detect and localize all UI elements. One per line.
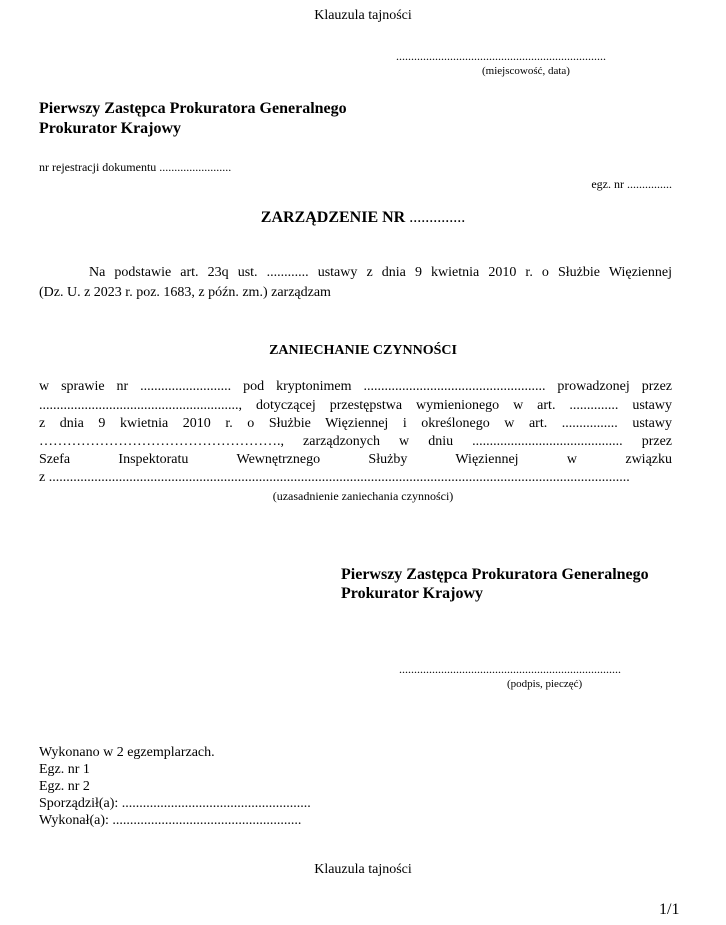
registration-number: nr rejestracji dokumentu ........................	[39, 160, 232, 174]
body-line2: ........................................................., dotyczącej przestępstwa wymienionego w art. .............. ustawy	[39, 398, 672, 413]
classification-footer: Klauzula tajności	[314, 862, 412, 877]
body-caption: (uzasadnienie zaniechania czynności)	[272, 489, 454, 503]
intro-line1: Na podstawie art. 23q ust. ............ ustawy z dnia 9 kwietnia 2010 r. o Służbie Więziennej	[89, 265, 672, 280]
signature-dots: ..........................................................................	[399, 662, 621, 676]
prepared-by: Sporządził(a): ......................................................	[39, 796, 311, 811]
page-number: 1/1	[659, 901, 680, 918]
performed-by: Wykonał(a): ......................................................	[39, 813, 302, 828]
body-line6: z ......................................................................................................................................................................	[39, 470, 630, 485]
body-line5: Szefa Inspektoratu Wewnętrznego Służby Więziennej w związku	[39, 452, 672, 467]
title-text: ZARZĄDZENIE NR	[260, 209, 406, 226]
body-line3: z dnia 9 kwietnia 2010 r. o Służbie Więziennej i określonego w art. ................ ustawy	[39, 416, 672, 431]
place-date-dots: ......................................................................	[396, 49, 606, 63]
intro-line2: (Dz. U. z 2023 r. poz. 1683, z późn. zm.) zarządzam	[39, 285, 331, 300]
title-dots: ..............	[405, 209, 466, 226]
copy-2: Egz. nr 2	[39, 779, 90, 794]
signatory-line1: Pierwszy Zastępca Prokuratora Generalnego	[341, 566, 649, 583]
place-date-caption: (miejscowość, data)	[482, 65, 570, 77]
document-title	[0, 209, 726, 227]
signature-caption: (podpis, pieczęć)	[507, 678, 583, 690]
body-line1: w sprawie nr .......................... pod kryptonimem .................................................... prowadzonej przez	[39, 379, 672, 394]
copy-1: Egz. nr 1	[39, 762, 90, 777]
issuer-line1: Pierwszy Zastępca Prokuratora Generalnego	[39, 100, 347, 117]
copy-number: egz. nr ...............	[591, 177, 672, 191]
classification-header: Klauzula tajności	[314, 8, 412, 23]
issuer-line2: Prokurator Krajowy	[39, 120, 182, 137]
executed-copies: Wykonano w 2 egzemplarzach.	[39, 745, 215, 760]
body-line4: ……………………………………………., zarządzonych w dniu ........................................... przez	[39, 434, 672, 449]
signatory-line2: Prokurator Krajowy	[341, 585, 484, 602]
subtitle: ZANIECHANIE CZYNNOŚCI	[269, 343, 457, 358]
